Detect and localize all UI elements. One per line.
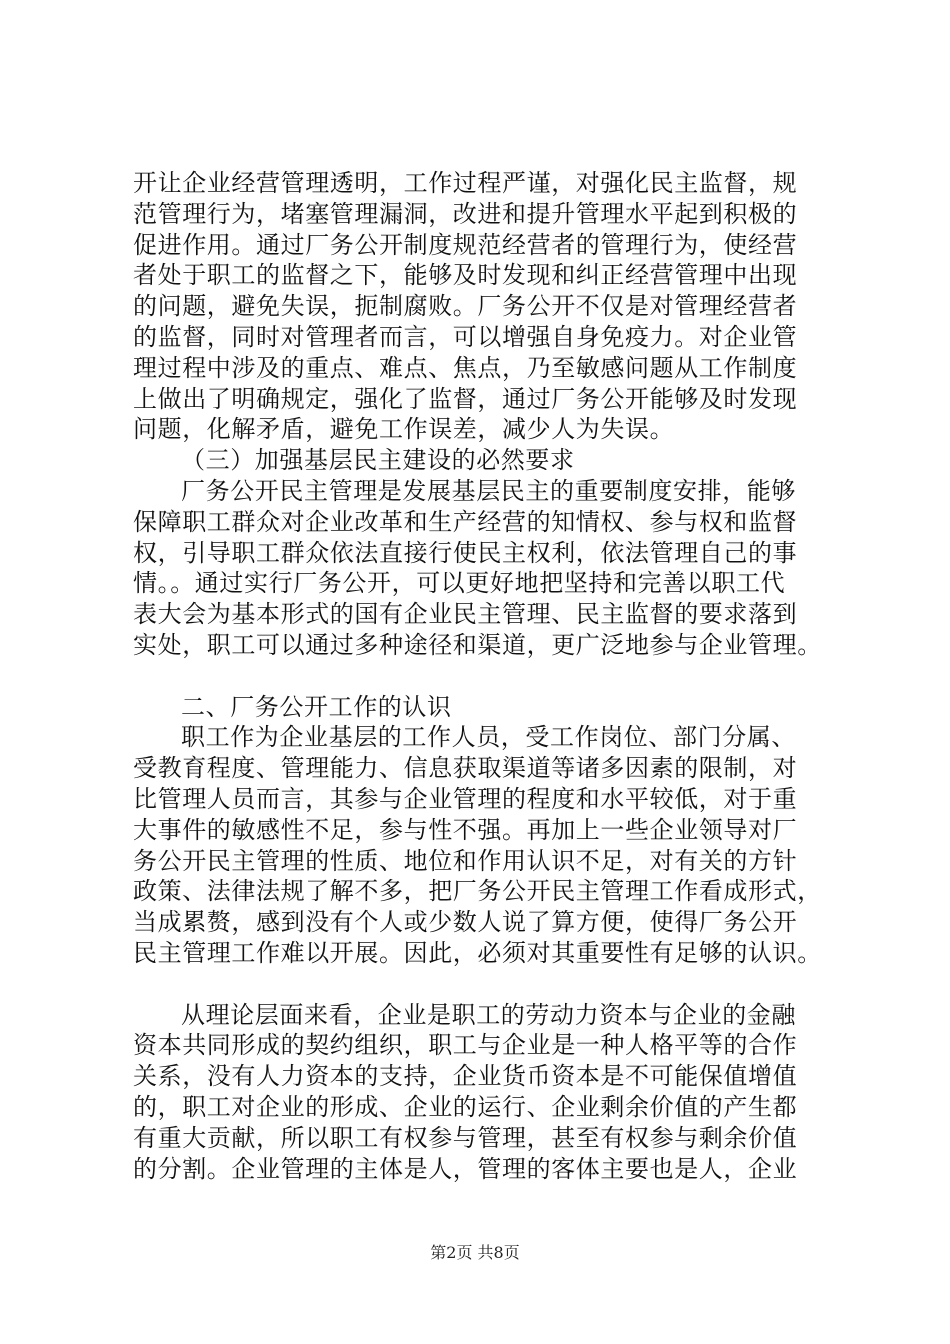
text-line: 当成累赘，感到没有个人或少数人说了算方便，使得厂务公开 <box>133 908 798 937</box>
text-line: 实处，职工可以通过多种途径和渠道，更广泛地参与企业管理。 <box>133 630 822 659</box>
text-line: 的，职工对企业的形成、企业的运行、企业剩余价值的产生都 <box>133 1092 798 1121</box>
text-line: 关系，没有人力资本的支持，企业货币资本是不可能保值增值 <box>133 1062 798 1091</box>
text-line: 促进作用。通过厂务公开制度规范经营者的管理行为，使经营 <box>133 230 798 259</box>
text-line: 比管理人员而言，其参与企业管理的程度和水平较低，对于重 <box>133 784 798 813</box>
text-line: 范管理行为，堵塞管理漏洞，改进和提升管理水平起到积极的 <box>133 199 798 228</box>
page-footer: 第2页 共8页 <box>430 1243 520 1262</box>
text-line: 权，引导职工群众依法直接行使民主权利，依法管理自己的事 <box>133 538 798 567</box>
text-line: 开让企业经营管理透明，工作过程严谨，对强化民主监督，规 <box>133 169 798 197</box>
subsection-heading: （三）加强基层民主建设的必然要求 <box>181 446 575 475</box>
text-line: 务公开民主管理的性质、地位和作用认识不足，对有关的方针 <box>133 846 798 875</box>
text-line: 的分割。企业管理的主体是人，管理的客体主要也是人，企业 <box>133 1154 798 1183</box>
text-line: 民主管理工作难以开展。因此，必须对其重要性有足够的认识。 <box>133 938 822 967</box>
text-line: 厂务公开民主管理是发展基层民主的重要制度安排，能够 <box>181 476 796 505</box>
spacer <box>133 661 853 692</box>
paragraph-2 <box>133 476 853 661</box>
text-line: 大事件的敏感性不足，参与性不强。再加上一些企业领导对厂 <box>133 815 798 844</box>
text-line: 的问题，避免失误，扼制腐败。厂务公开不仅是对管理经营者 <box>133 292 798 321</box>
text-line: 表大会为基本形式的国有企业民主管理、民主监督的要求落到 <box>133 600 798 629</box>
page-body <box>133 168 853 1184</box>
spacer <box>133 969 853 1000</box>
text-line: 受教育程度、管理能力、信息获取渠道等诸多因素的限制，对 <box>133 754 798 783</box>
text-line: 理过程中涉及的重点、难点、焦点，乃至敏感问题从工作制度 <box>133 353 798 382</box>
text-line: 职工作为企业基层的工作人员，受工作岗位、部门分属、 <box>181 723 796 752</box>
text-line: 有重大贡献，所以职工有权参与管理，甚至有权参与剩余价值 <box>133 1123 798 1152</box>
text-line: 上做出了明确规定，强化了监督，通过厂务公开能够及时发现 <box>133 384 798 413</box>
text-line: 者处于职工的监督之下，能够及时发现和纠正经营管理中出现 <box>133 261 798 290</box>
text-line: 问题，化解矛盾，避免工作误差，减少人为失误。 <box>133 415 675 444</box>
section-heading: 二、厂务公开工作的认识 <box>181 692 452 721</box>
text-line: 政策、法律法规了解不多，把厂务公开民主管理工作看成形式， <box>133 877 822 906</box>
text-line: 保障职工群众对企业改革和生产经营的知情权、参与权和监督 <box>133 507 798 536</box>
paragraph-3 <box>133 722 853 968</box>
text-line: 从理论层面来看，企业是职工的劳动力资本与企业的金融 <box>181 1000 796 1029</box>
text-line: 情。。通过实行厂务公开，可以更好地把坚持和完善以职工代 <box>133 569 786 598</box>
paragraph-1 <box>133 168 853 445</box>
text-line: 资本共同形成的契约组织，职工与企业是一种人格平等的合作 <box>133 1031 798 1060</box>
paragraph-4 <box>133 1000 853 1185</box>
text-line: 的监督，同时对管理者而言，可以增强自身免疫力。对企业管 <box>133 322 798 351</box>
